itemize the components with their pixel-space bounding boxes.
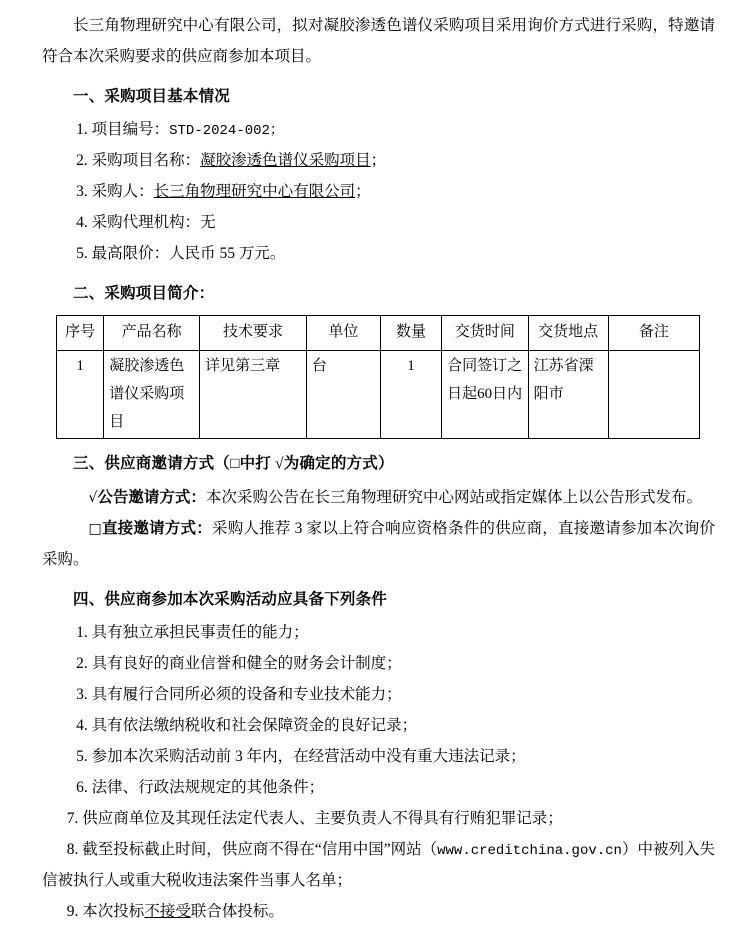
table-row xyxy=(57,351,700,439)
section-title-2: 二、采购项目简介： xyxy=(73,285,215,303)
condition-item: 4. 具有依法缴纳税收和社会保障资金的良好记录； xyxy=(76,716,418,734)
agency-item xyxy=(42,207,715,238)
column-header-seq: 序号 xyxy=(57,316,104,351)
section-title-3: 三、供应商邀请方式（□中打 √为确定的方式） xyxy=(73,455,394,473)
cell-seq: 1 xyxy=(57,351,104,439)
agency-label: 4. 采购代理机构： xyxy=(76,214,201,232)
project-name-suffix: ； xyxy=(370,152,387,170)
condition-item: 5. 参加本次采购活动前 3 年内，在经营活动中没有重大违法记录； xyxy=(76,747,526,765)
cell-qty: 1 xyxy=(380,351,441,439)
price-cap-value: 人民币 55 万元。 xyxy=(169,245,286,263)
condition-item: 3. 具有履行合同所必须的设备和专业技术能力； xyxy=(76,685,402,703)
intro-paragraph: 长三角物理研究中心有限公司，拟对凝胶渗透色谱仪采购项目采用询价方式进行采购，特邀请符合本次采购要求的供应商参加本项目。 xyxy=(42,17,715,65)
condition-item: 7. 供应商单位及其现任法定代表人、主要负责人不得具有行贿犯罪记录； xyxy=(66,809,563,827)
purchaser-label: 3. 采购人： xyxy=(76,183,154,201)
invite-option-direct xyxy=(42,513,715,575)
invite-option-public xyxy=(42,482,715,513)
credit-prefix: 8. 截至投标截止时间，供应商不得在 xyxy=(66,840,315,858)
purchaser-value: 长三角物理研究中心有限公司 xyxy=(153,183,356,201)
project-number-item xyxy=(42,114,715,145)
cell-tech: 详见第三章 xyxy=(200,351,307,439)
condition-item-credit xyxy=(42,834,715,896)
credit-suffix: ）中被列入失信被执行人或重大税收违法案件当事人名单； xyxy=(42,840,715,889)
column-header-time: 交货时间 xyxy=(442,316,528,351)
invite-option-public-label: 公告邀请方式： xyxy=(97,488,206,506)
column-header-place: 交货地点 xyxy=(528,316,608,351)
credit-middle: 网站（ xyxy=(390,840,438,858)
price-cap-item xyxy=(42,238,715,269)
cell-time: 合同签订之日起60日内 xyxy=(442,351,528,439)
condition-item: 1. 具有独立承担民事责任的能力； xyxy=(76,623,309,641)
invite-option-public-text: 本次采购公告在长三角物理研究中心网站或指定媒体上以公告形式发布。 xyxy=(205,488,702,506)
checkbox-unchecked-icon: □ xyxy=(88,520,102,537)
consortium-underlined: 不接受 xyxy=(144,902,191,920)
condition-item: 2. 具有良好的商业信誉和健全的财务会计制度； xyxy=(76,654,402,672)
purchaser-suffix: ； xyxy=(355,183,371,201)
purchaser-item xyxy=(42,176,715,207)
project-table xyxy=(56,315,700,439)
project-name-label: 2. 采购项目名称： xyxy=(76,152,201,170)
project-number-value: STD-2024-002； xyxy=(169,123,284,140)
section-title-1: 一、采购项目基本情况 xyxy=(73,88,231,105)
credit-url: www.creditchina.gov.cn xyxy=(437,842,622,859)
cell-place: 江苏省溧阳市 xyxy=(528,351,608,439)
price-cap-label: 5. 最高限价： xyxy=(76,245,170,263)
condition-item: 6. 法律、行政法规规定的其他条件； xyxy=(76,778,325,796)
invite-option-direct-label: 直接邀请方式： xyxy=(101,519,212,537)
cell-unit: 台 xyxy=(306,351,380,439)
column-header-name: 产品名称 xyxy=(104,316,200,351)
agency-value: 无 xyxy=(200,214,216,232)
consortium-suffix: 联合体投标。 xyxy=(190,902,284,920)
invite-option-direct-text: 采购人推荐 3 家以上符合响应资格条件的供应商，直接邀请参加本次询价采购。 xyxy=(42,519,715,568)
cell-memo xyxy=(608,351,699,439)
column-header-unit: 单位 xyxy=(306,316,380,351)
credit-quoted: “信用中国” xyxy=(314,840,391,858)
section-title-4: 四、供应商参加本次采购活动应具备下列条件 xyxy=(73,590,388,608)
project-number-label: 1. 项目编号： xyxy=(76,121,170,139)
checkbox-checked-icon: √ xyxy=(88,489,98,506)
cell-name: 凝胶渗透色谱仪采购项目 xyxy=(104,351,200,439)
project-name-value: 凝胶渗透色谱仪采购项目 xyxy=(200,152,371,170)
condition-item-consortium xyxy=(42,896,715,927)
column-header-qty: 数量 xyxy=(380,316,441,351)
consortium-prefix: 9. 本次投标 xyxy=(66,902,145,920)
table-header-row xyxy=(57,316,700,351)
project-name-item xyxy=(42,145,715,176)
column-header-tech: 技术要求 xyxy=(200,316,307,351)
column-header-memo: 备注 xyxy=(608,316,699,351)
